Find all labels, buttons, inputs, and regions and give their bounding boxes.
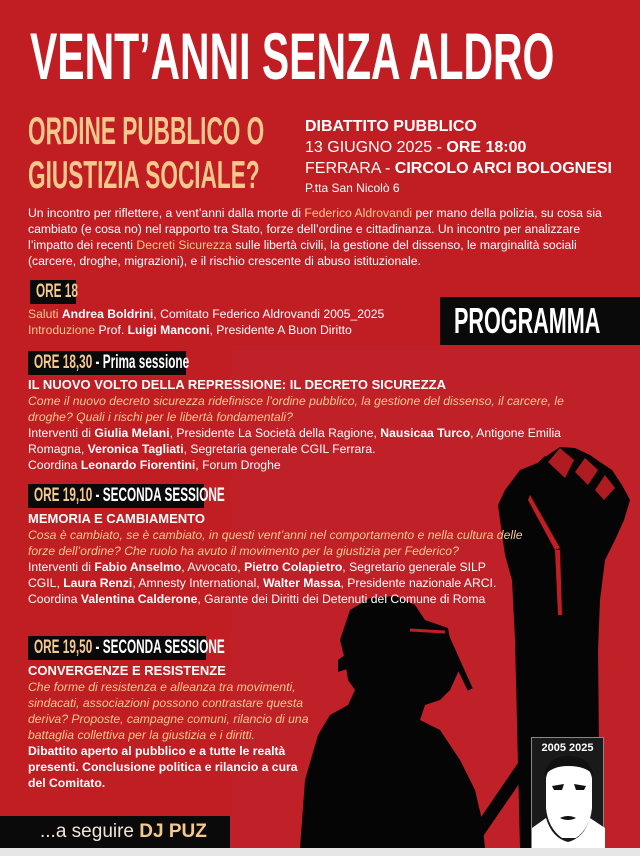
event-city: FERRARA - — [305, 160, 395, 177]
text: Interventi di — [28, 560, 95, 574]
event-venue: CIRCOLO ARCI BOLOGNESI — [394, 160, 612, 177]
speaker-role: , Segretario generale SILP CGIL, — [28, 560, 486, 590]
speaker-name: Valentina Calderone — [80, 592, 198, 606]
session-3 — [28, 662, 313, 791]
subtitle-line-2: GIUSTIZIA SOCIALE? — [28, 154, 260, 197]
speaker-name: Fabio Anselmo — [94, 560, 182, 574]
intro-text: Un incontro per riflettere, a vent’anni dalla morte di — [28, 206, 305, 220]
session-2-heading: MEMORIA E CAMBIAMENTO — [28, 511, 205, 526]
poster-title: VENT’ANNI SENZA ALDRO — [30, 19, 555, 93]
speaker-name: Laura Renzi — [63, 576, 133, 590]
bottom-strip — [0, 848, 640, 856]
follow-up-banner — [0, 816, 230, 848]
time-badge-opening — [30, 280, 76, 304]
speaker-role: , Garante dei Diritti dei Detenuti del Comune di Roma — [197, 592, 486, 606]
session-1-time: ORE 18,30 — [34, 352, 93, 373]
speaker-name: Andrea Boldrini — [61, 307, 154, 321]
opening-section — [28, 306, 428, 338]
text: Coordina — [28, 458, 81, 472]
portrait-years: 2005 2025 — [541, 742, 594, 754]
speaker-role: , Presidente La Società della Ragione, — [169, 426, 381, 440]
dj-name: DJ PUZ — [139, 821, 207, 842]
speaker-title: Prof. — [95, 323, 128, 337]
intro-paragraph — [28, 205, 608, 269]
speaker-role: , Forum Droghe — [195, 458, 281, 472]
highlight-name: Federico Aldrovandi — [304, 206, 413, 220]
opening-time: ORE 18 — [36, 281, 78, 302]
session-2-time: ORE 19,10 — [34, 485, 93, 506]
session-3-heading: CONVERGENZE E RESISTENZE — [28, 663, 226, 678]
session-3-question: Che forme di resistenza e alleanza tra movimenti, sindacati, associazioni possono contrastare questa deriva? Proposte, campagne comuni, rilancio di una battaglia collettiva per la giustizia e i diritti. — [28, 680, 309, 742]
portrait-face-icon — [532, 738, 605, 849]
session-1 — [28, 376, 608, 473]
poster-subtitle — [28, 110, 264, 198]
event-location — [305, 158, 612, 179]
session-2-label: - SECONDA SESSIONE — [92, 485, 225, 506]
programma-banner — [440, 297, 640, 345]
session-1-speakers — [28, 425, 608, 457]
speaker-role: , Presidente nazionale ARCI. Coordina — [28, 576, 497, 606]
speaker-role: , Avvocato, — [181, 560, 245, 574]
session-2-speakers — [28, 559, 498, 607]
event-type: DIBATTITO PUBBLICO — [305, 118, 477, 135]
session-1-label: - Prima sessione — [92, 352, 190, 373]
session-2-question: Cosa è cambiato, se è cambiato, in questi vent’anni nel comportamento e nella cultura delle forze dell’ordine? Che ruolo ha avuto il movimento per la giustizia per Federico? — [28, 528, 523, 558]
programma-label: PROGRAMMA — [454, 300, 601, 341]
opening-introduction — [28, 322, 428, 338]
session-1-question: Come il nuovo decreto sicurezza ridefinisce l’ordine pubblico, la gestione del dissenso, il carcere, le droghe? Quali i rischi per le libertà fondamentali? — [28, 394, 564, 424]
speaker-name: Luigi Manconi — [127, 323, 210, 337]
introduction-label: Introduzione — [28, 323, 96, 337]
speaker-name: Walter Massa — [263, 576, 341, 590]
highlight-decree: Decreti Sicurezza — [136, 238, 232, 252]
event-datetime — [305, 137, 612, 158]
subtitle-line-1: ORDINE PUBBLICO O — [28, 110, 265, 153]
speaker-name: Veronica Tagliati — [87, 442, 184, 456]
speaker-role: , Comitato Federico Aldrovandi 2005_2025 — [153, 307, 385, 321]
opening-greeting — [28, 306, 428, 322]
portrait-badge — [531, 737, 604, 848]
intro-text: per mano della polizia, su cosa sia cambiato (e cosa no) nel rapporto tra Stato, forze dell’ordine e cittadinanza. Un incontro per analizzare l’impatto dei recenti — [28, 206, 602, 252]
event-address: P.tta San Nicolò 6 — [305, 181, 400, 195]
event-date: 13 GIUGNO 2025 - — [305, 139, 447, 156]
time-badge-session-2 — [28, 484, 225, 508]
session-1-coordinator — [28, 457, 608, 473]
event-time: ORE 18:00 — [446, 139, 527, 156]
speaker-name: Nausicaa Turco — [380, 426, 471, 440]
session-3-label: - SECONDA SESSIONE — [92, 637, 225, 658]
speaker-name: Giulia Melani — [94, 426, 170, 440]
session-1-heading: IL NUOVO VOLTO DELLA REPRESSIONE: IL DECRETO SICUREZZA — [28, 377, 446, 392]
follow-up-text: ...a seguire — [40, 821, 140, 842]
event-info — [305, 116, 612, 197]
time-badge-session-3 — [28, 636, 225, 660]
speaker-role: , Amnesty International, — [132, 576, 264, 590]
intro-text: sulle libertà civili, la gestione del dissenso, le marginalità sociali (carcere, droghe, migrazioni), e il rischio crescente di abuso istituzionale. — [28, 238, 577, 268]
speaker-name: Leonardo Fiorentini — [80, 458, 196, 472]
time-badge-session-1 — [28, 351, 190, 375]
speaker-role: , Antigone Emilia Romagna, — [28, 426, 561, 456]
text: Interventi di — [28, 426, 95, 440]
speaker-name: Pietro Colapietro — [244, 560, 343, 574]
speaker-role: , Presidente A Buon Diritto — [209, 323, 352, 337]
session-2 — [28, 510, 528, 607]
session-3-time: ORE 19,50 — [34, 637, 93, 658]
speaker-role: , Segretaria generale CGIL Ferrara. — [183, 442, 376, 456]
greeting-label: Saluti — [28, 307, 62, 321]
session-3-closing: Dibattito aperto al pubblico e a tutte le realtà presenti. Conclusione politica e rilancio a cura del Comitato. — [28, 744, 298, 790]
